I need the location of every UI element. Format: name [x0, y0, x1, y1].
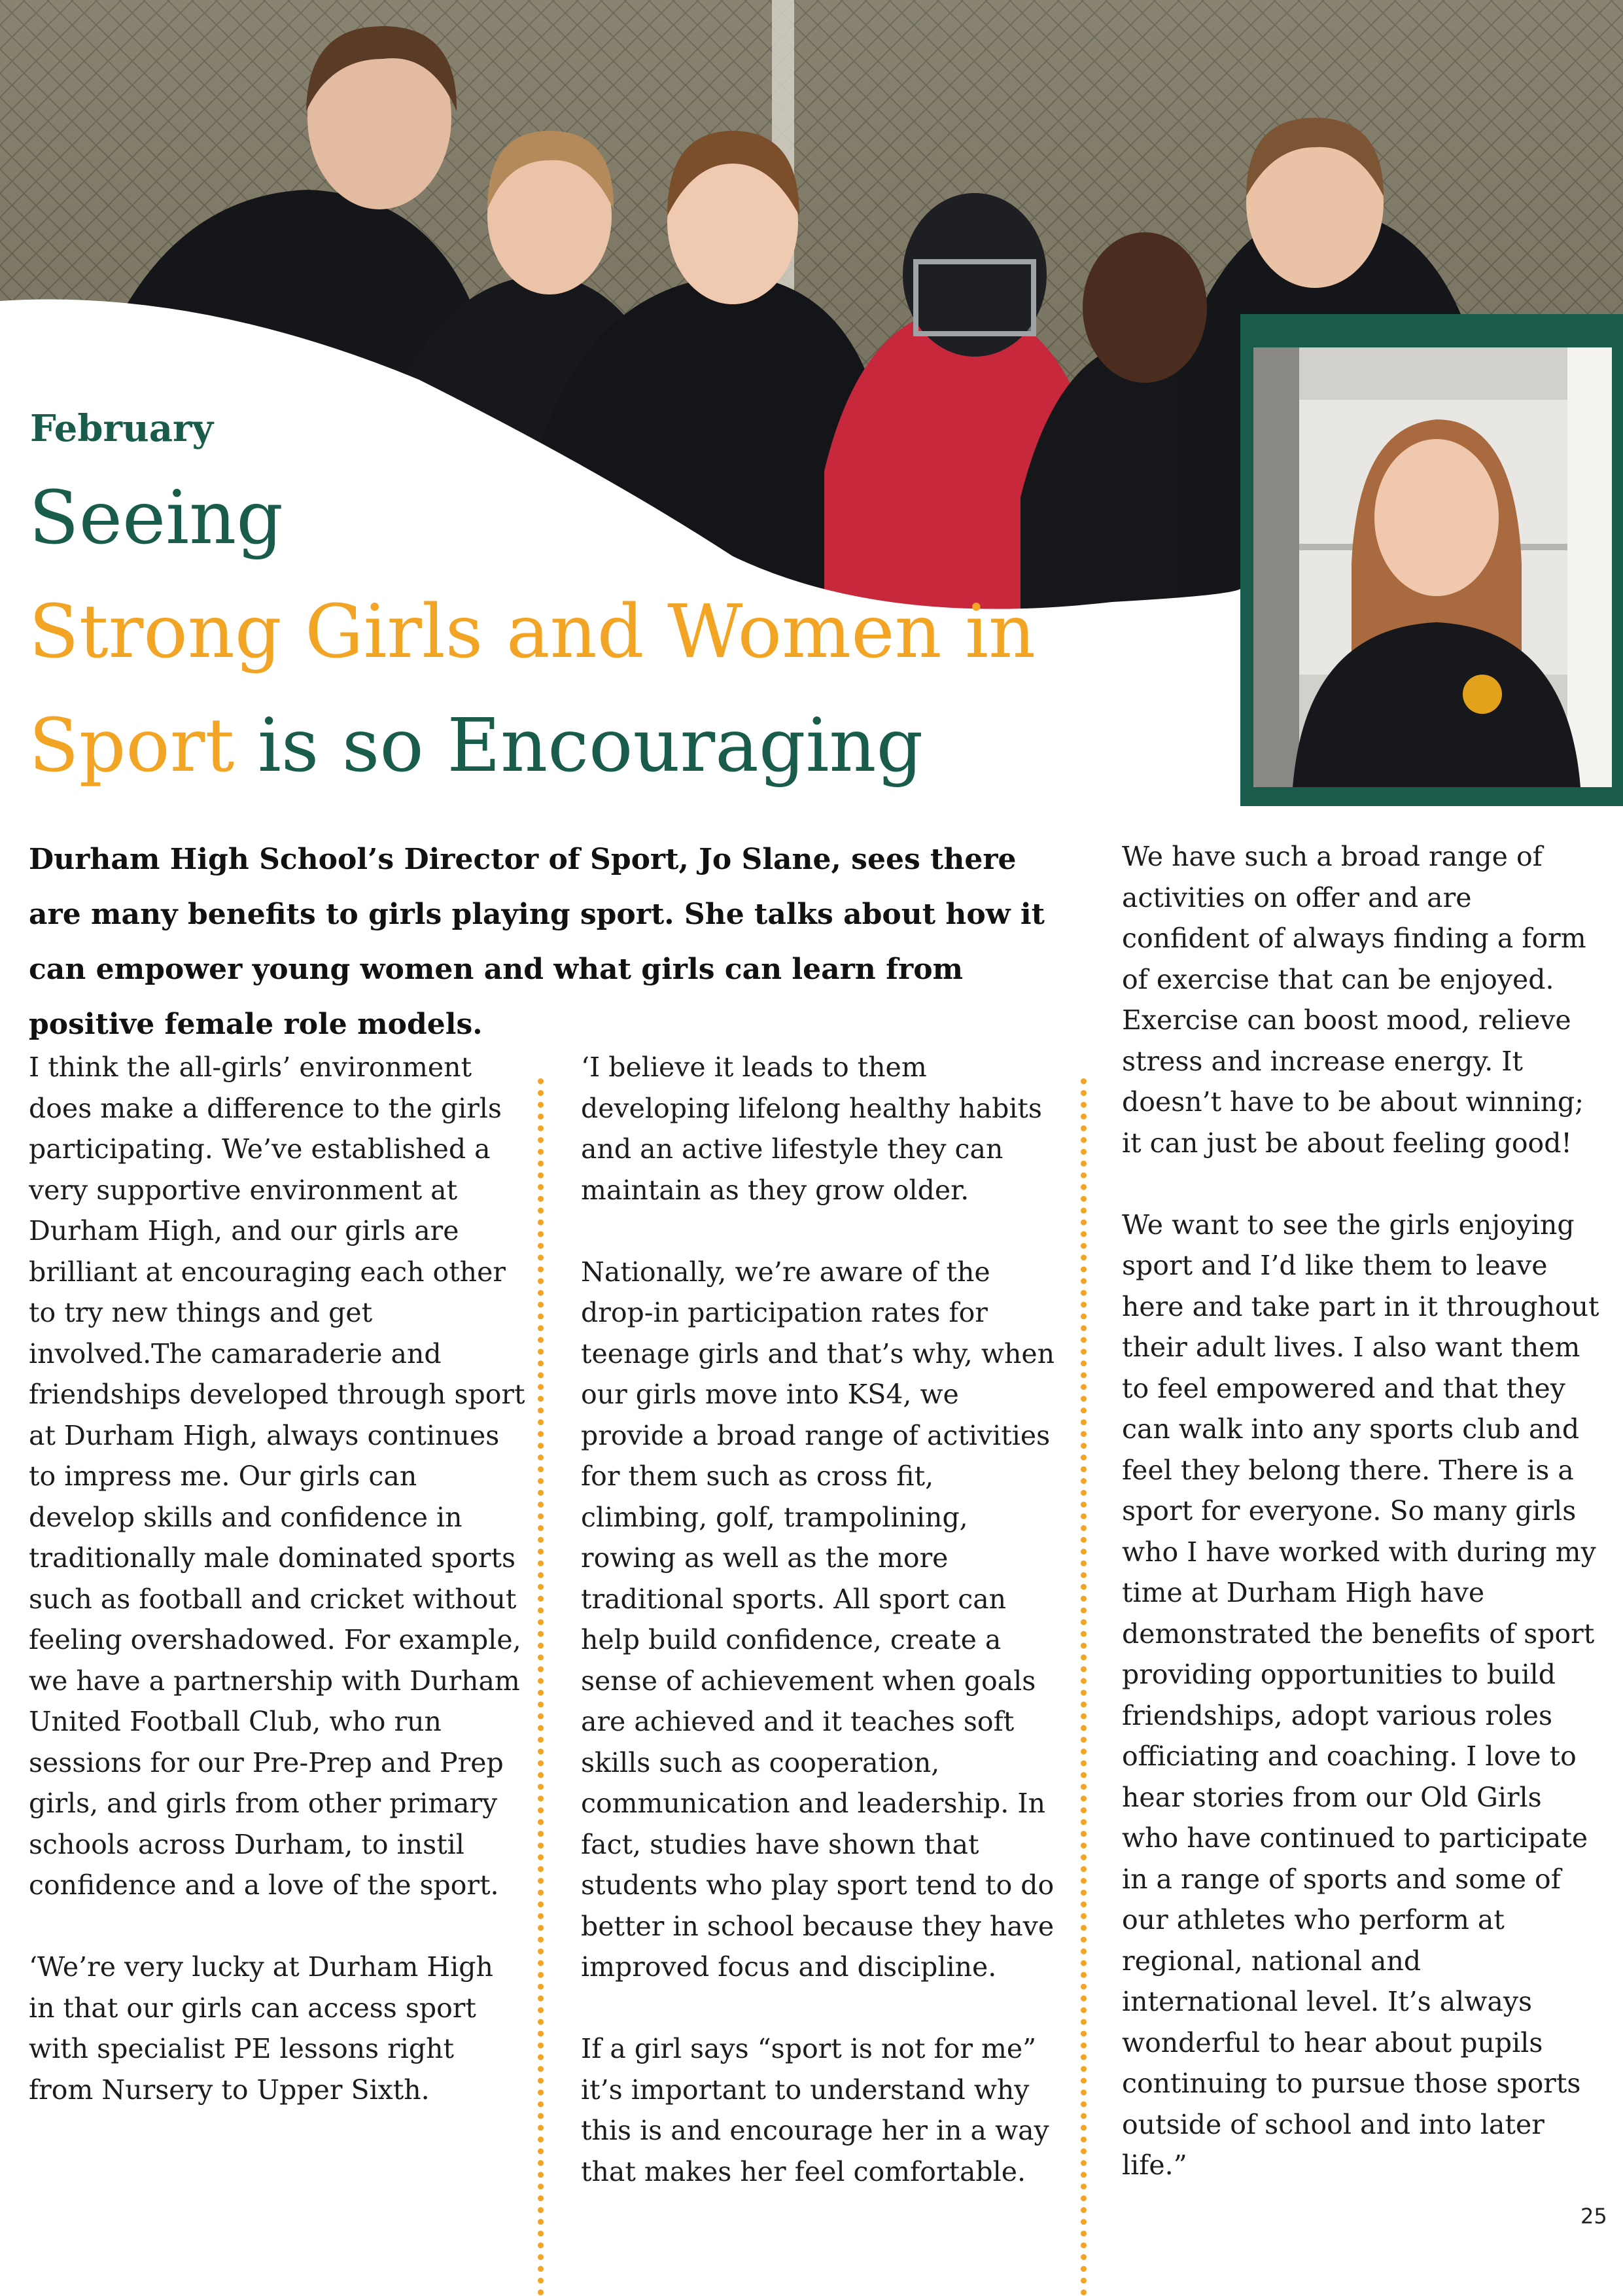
column-3-paragraph: We want to see the girls enjoying sport and I’d like them to leave here and take part in it throughout their adult lives. I also want them to feel empowered and that they can walk into any sports club and feel they belong there. There is a sport for everyone. So many girls who I have worked with during my time at Durham High have demonstrated the benefits of sport providing opportunities to build friendships, adopt various roles officiating and coaching. I love to hear stories from our Old Girls who have continued to participate in a range of sports and some of our athletes who perform at regional, national and international level. It’s always wonderful to hear about pupils continuing to pursue those sports outside of school and into later life.” [1122, 1209, 1599, 2181]
title-line-1: Seeing [29, 476, 283, 561]
page-number: 25 [1580, 2204, 1607, 2229]
article-title [29, 461, 1219, 803]
article-column-1 [29, 1047, 526, 2110]
director-portrait-image [1253, 347, 1612, 787]
title-highlight-sport: Sport [29, 703, 235, 788]
month-label: February [30, 407, 214, 450]
article-column-2 [581, 1047, 1065, 2192]
title-line-2: Strong Girls and Women in [29, 590, 1036, 675]
article-column-3 [1122, 836, 1603, 2186]
column-divider [538, 1078, 544, 2296]
intro-paragraph: Durham High School’s Director of Sport, Jo Slane, sees there are many benefits to girls playing sport. She talks about how it can empower young women and what girls can learn from positive female role models. [29, 843, 1045, 1041]
column-1-paragraph: ‘We’re very lucky at Durham High in that our girls can access sport with specialist PE lessons right from Nursery to Upper Sixth. [29, 1951, 493, 2106]
title-line-3-rest: is so Encouraging [234, 703, 924, 788]
director-portrait-frame [1240, 314, 1623, 806]
column-1-paragraph: I think the all-girls’ environment does make a difference to the girls participating. We’ve established a very supportive environment at Durham High, and our girls are brilliant at encouraging each other to try new things and get involved.The camaraderie and friendships developed through sport at Durham High, always continues to impress me. Our girls can develop skills and confidence in traditionally male dominated sports such as football and cricket without feeling overshadowed. For example, we have a partnership with Durham United Football Club, who run sessions for our Pre-Prep and Prep girls, and girls from other primary schools across Durham, to instil confidence and a love of the sport. [29, 1051, 525, 1901]
column-2-paragraph: Nationally, we’re aware of the drop-in participation rates for teenage girls and that’s why, when our girls move into KS4, we provide a broad range of activities for them such as cross fit, climbing, golf, trampolining, rowing as well as the more traditional sports. All sport can help build confidence, create a sense of achievement when goals are achieved and it teaches soft skills such as cooperation, communication and leadership. In fact, studies have shown that students who play sport tend to do better in school because they have improved focus and discipline. [581, 1256, 1055, 1983]
column-2-paragraph: ‘I believe it leads to them developing lifelong healthy habits and an active lifestyle they can maintain as they grow older. [581, 1051, 1042, 1206]
column-3-paragraph: We have such a broad range of activities on offer and are confident of always finding a form of exercise that can be enjoyed. Exercise can boost mood, relieve stress and increase energy. It doesn’t have to be about winning; it can just be about feeling good! [1122, 841, 1586, 1159]
column-2-paragraph: If a girl says “sport is not for me” it’s important to understand why this is and encourage her in a way that makes her feel comfortable. [581, 2033, 1049, 2187]
column-divider [1081, 1078, 1087, 2296]
